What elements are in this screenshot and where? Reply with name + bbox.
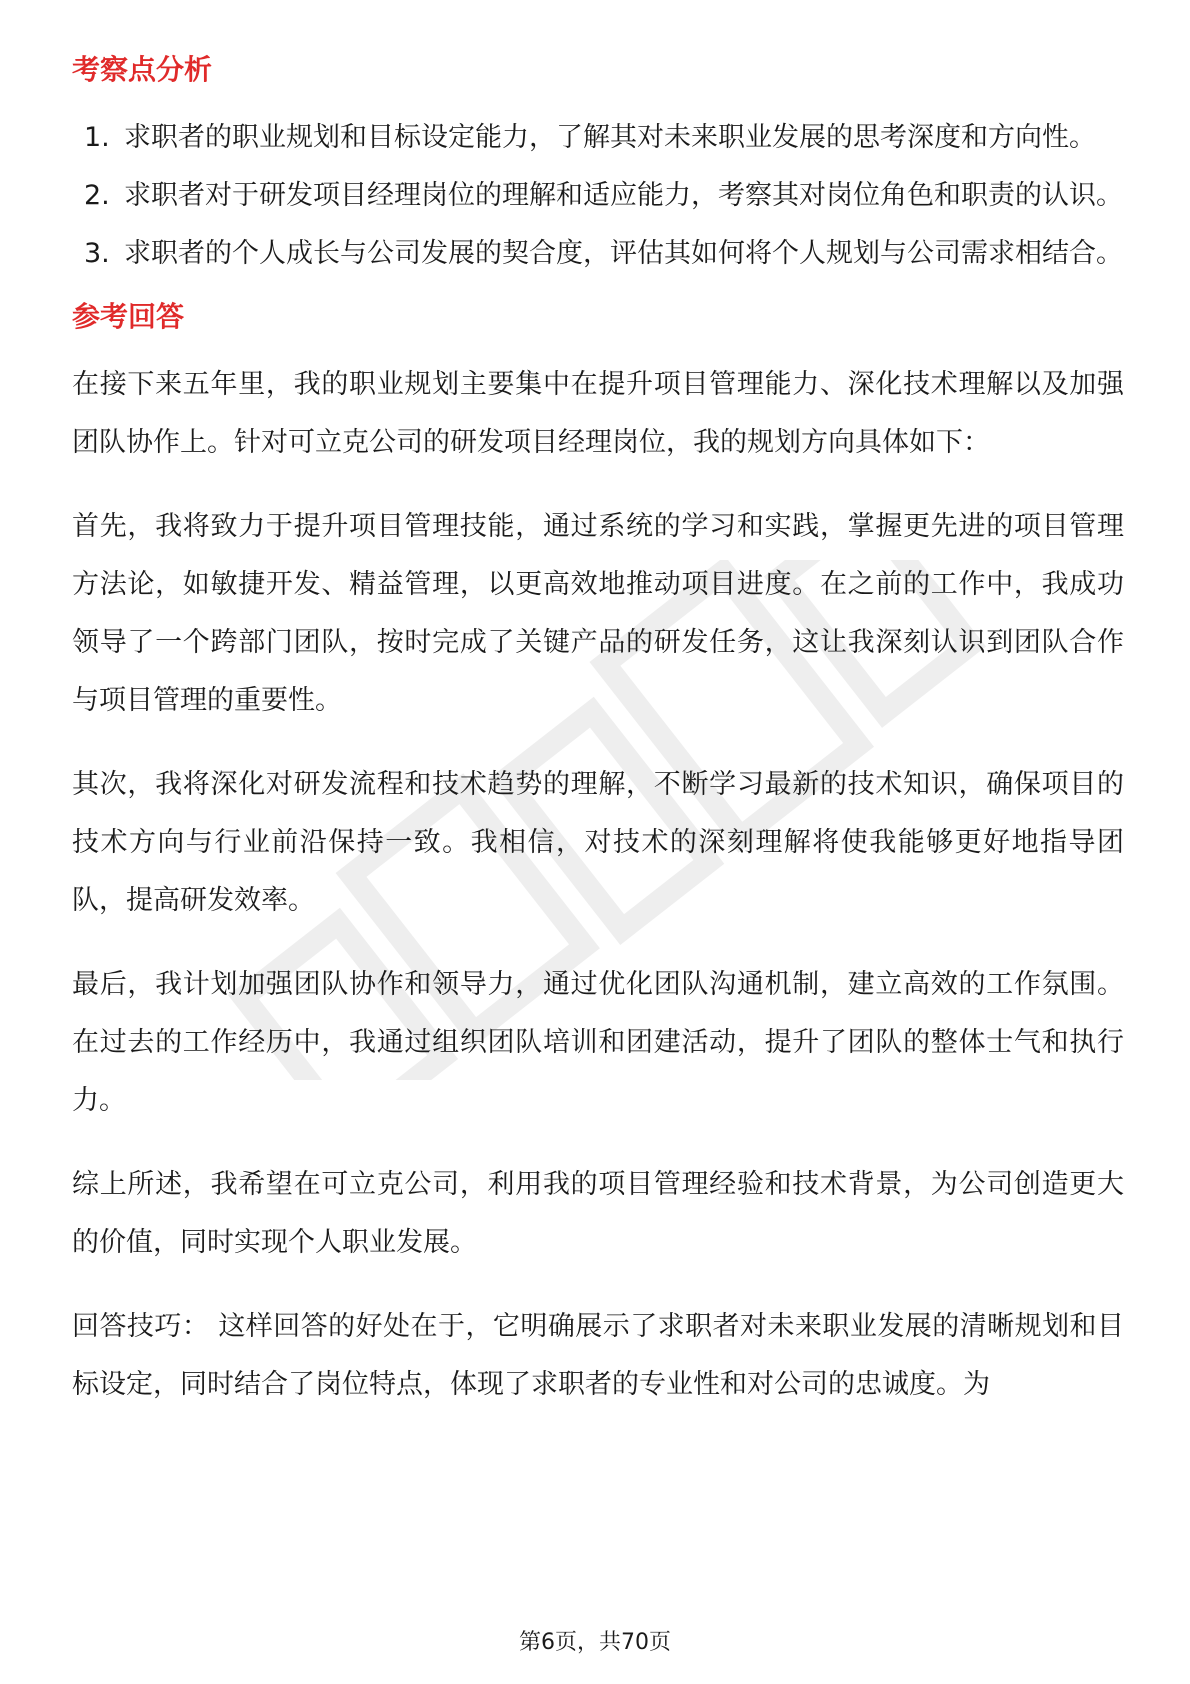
list-item-text: 求职者对于研发项目经理岗位的理解和适应能力，考察其对岗位角色和职责的认识。: [124, 180, 1123, 212]
analysis-item: [84, 167, 1124, 225]
page-number-footer: 第6页，共70页: [519, 1630, 671, 1655]
answer-heading: 参考回答: [72, 300, 185, 334]
list-number: 2.: [84, 180, 110, 212]
answer-paragraph: 综上所述，我希望在可立克公司，利用我的项目管理经验和技术背景，为公司创造更大的价值，同时实现个人职业发展。: [72, 1169, 1124, 1259]
answer-paragraph: 首先，我将致力于提升项目管理技能，通过系统的学习和实践，掌握更先进的项目管理方法论，如敏捷开发、精益管理，以更高效地推动项目进度。在之前的工作中，我成功领导了一个跨部门团队，按时完成了关键产品的研发任务，这让我深刻认识到团队合作与项目管理的重要性。: [72, 511, 1124, 717]
analysis-list: [72, 109, 1124, 283]
list-number: 3.: [84, 238, 110, 270]
list-item-text: 求职者的个人成长与公司发展的契合度，评估其如何将个人规划与公司需求相结合。: [124, 238, 1123, 270]
page-content: [72, 40, 1124, 1440]
answer-paragraph: 其次，我将深化对研发流程和技术趋势的理解，不断学习最新的技术知识，确保项目的技术方向与行业前沿保持一致。我相信，对技术的深刻理解将使我能够更好地指导团队，提高研发效率。: [72, 769, 1124, 917]
answer-paragraph: 在接下来五年里，我的职业规划主要集中在提升项目管理能力、深化技术理解以及加强团队协作上。针对可立克公司的研发项目经理岗位，我的规划方向具体如下：: [72, 369, 1124, 459]
list-item-text: 求职者的职业规划和目标设定能力，了解其对未来职业发展的思考深度和方向性。: [124, 122, 1096, 154]
analysis-heading: 考察点分析: [72, 53, 213, 86]
analysis-item: [84, 225, 1124, 283]
list-number: 1.: [84, 122, 110, 154]
analysis-item: [84, 109, 1124, 167]
answer-tips-paragraph: 回答技巧： 这样回答的好处在于，它明确展示了求职者对未来职业发展的清晰规划和目标设定，同时结合了岗位特点，体现了求职者的专业性和对公司的忠诚度。为: [72, 1311, 1124, 1401]
answer-paragraph: 最后，我计划加强团队协作和领导力，通过优化团队沟通机制，建立高效的工作氛围。在过去的工作经历中，我通过组织团队培训和团建活动，提升了团队的整体士气和执行力。: [72, 969, 1124, 1117]
